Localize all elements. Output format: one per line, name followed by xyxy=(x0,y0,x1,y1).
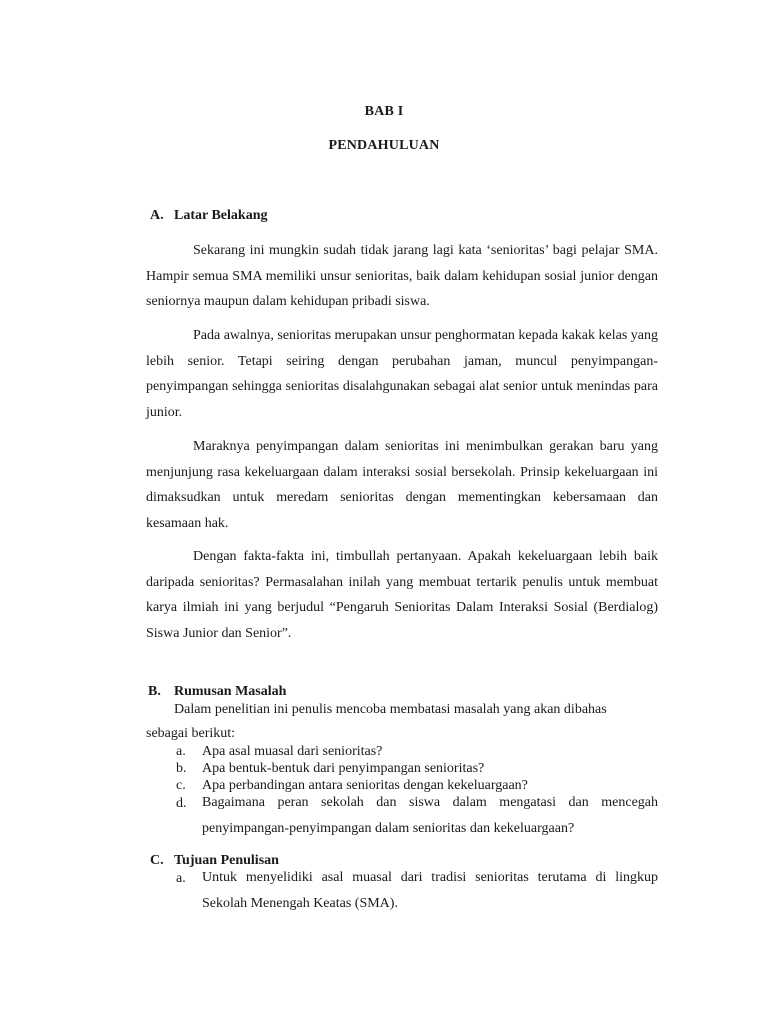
list-marker: a. xyxy=(176,871,186,886)
section-b-heading xyxy=(148,684,286,700)
list-text: Bagaimana peran sekolah dan siswa dalam mengatasi dan mencegah penyimpangan-penyimpangan dalam senioritas dan kekeluargaan? xyxy=(202,795,658,836)
section-a-title: Latar Belakang xyxy=(174,208,268,223)
list-text: Apa perbandingan antara senioritas dengan kekeluargaan? xyxy=(202,778,528,793)
section-a-number: A. xyxy=(150,208,164,223)
section-b-intro-line-1: Dalam penelitian ini penulis mencoba membatasi masalah yang akan dibahas xyxy=(174,702,607,717)
section-c-title: Tujuan Penulisan xyxy=(174,853,279,868)
list-marker: a. xyxy=(176,744,186,759)
section-b-title: Rumusan Masalah xyxy=(174,684,287,699)
paragraph-4: Dengan fakta-fakta ini, timbullah pertanyaan. Apakah kekeluargaan lebih baik daripada senioritas? Permasalahan inilah yang membuat tertarik penulis untuk membuat karya ilmiah ini yang berjudul “Pengaruh Senioritas Dalam Interaksi Sosial (Berdialog) Siswa Junior dan Senior”. xyxy=(146,549,658,641)
list-marker: b. xyxy=(176,761,187,776)
list-text: Untuk menyelidiki asal muasal dari tradisi senioritas terutama di lingkup Sekolah Menengah Keatas (SMA). xyxy=(202,870,658,911)
chapter-number: BAB I xyxy=(364,104,404,119)
section-c-number: C. xyxy=(150,853,164,868)
section-b-number: B. xyxy=(148,684,161,699)
section-a-heading xyxy=(150,208,267,224)
list-text: Apa asal muasal dari senioritas? xyxy=(202,744,383,759)
paragraph-3: Maraknya penyimpangan dalam senioritas ini menimbulkan gerakan baru yang menjunjung rasa kekeluargaan dalam interaksi sosial bersekolah. Prinsip kekeluargaan ini dimaksudkan untuk meredam senioritas dengan mementingkan kebersamaan dan kesamaan hak. xyxy=(146,439,658,531)
list-marker: c. xyxy=(176,778,186,793)
chapter-title: PENDAHULUAN xyxy=(328,138,440,153)
paragraph-1: Sekarang ini mungkin sudah tidak jarang lagi kata ‘senioritas’ bagi pelajar SMA. Hampir semua SMA memiliki unsur senioritas, baik dalam kehidupan sosial junior dengan seniornya maupun dalam kehidupan pribadi siswa. xyxy=(146,243,658,309)
paragraph-2: Pada awalnya, senioritas merupakan unsur penghormatan kepada kakak kelas yang lebih senior. Tetapi seiring dengan perubahan jaman, muncul penyimpangan-penyimpangan sehingga senioritas disalahgunakan sebagai alat senior untuk menindas para junior. xyxy=(146,328,658,420)
list-text: Apa bentuk-bentuk dari penyimpangan senioritas? xyxy=(202,761,485,776)
list-marker: d. xyxy=(176,796,187,811)
section-b-intro-line-2: sebagai berikut: xyxy=(146,726,236,741)
